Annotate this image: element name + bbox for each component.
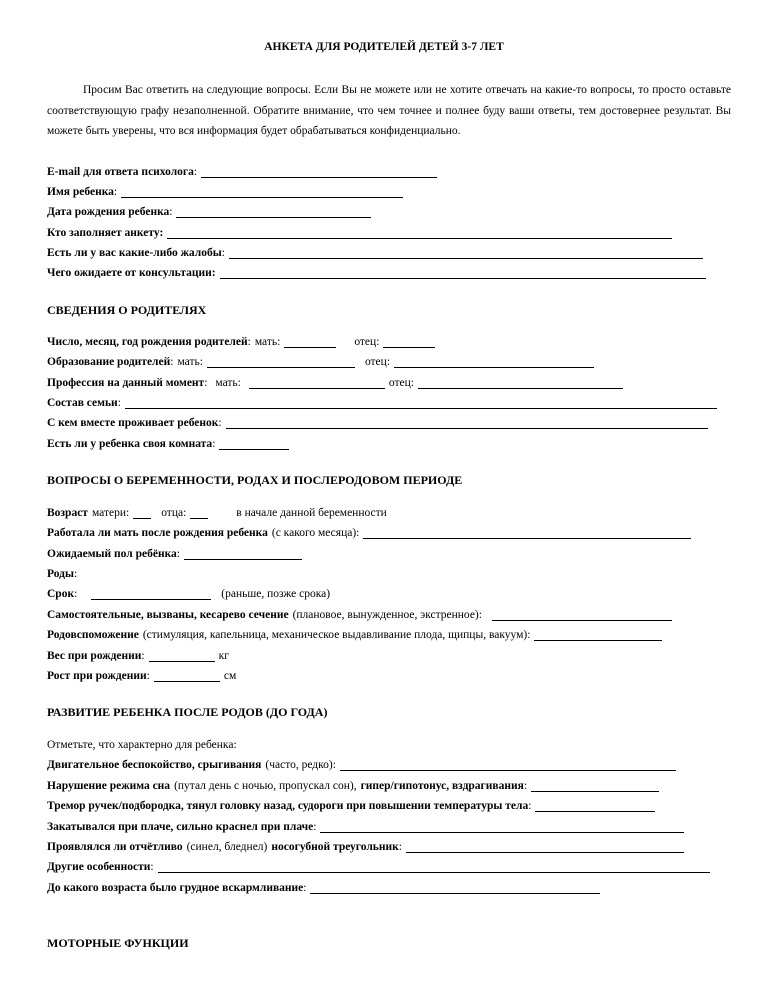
other-field[interactable] bbox=[158, 861, 710, 873]
family-field[interactable] bbox=[125, 397, 717, 409]
complaints-field[interactable] bbox=[229, 247, 703, 259]
restless-note: (часто, редко): bbox=[265, 759, 336, 771]
motor-heading: МОТОРНЫЕ ФУНКЦИИ bbox=[47, 936, 189, 950]
intro-paragraph: Просим Вас ответить на следующие вопросы. Если Вы не можете или не хотите отвечать на какие-то вопросы, то просто оставьте соответствующую графу незаполненной. Обратите внимание, что чем точнее и полнее буду ваши ответы, тем достовернее результат. Вы можете быть уверены, что вся информация будет обрабатываться конфиденциально. bbox=[47, 84, 731, 137]
weight-label: Вес при рождении bbox=[47, 650, 142, 662]
filled-by-field[interactable] bbox=[167, 227, 672, 239]
filled-by-label: Кто заполняет анкету: bbox=[47, 227, 164, 239]
profession-mother-label: мать: bbox=[215, 377, 241, 389]
height-row: Рост при рождении : см bbox=[47, 670, 237, 682]
family-row: Состав семьи : bbox=[47, 397, 717, 409]
age-mother-label: матери: bbox=[91, 507, 130, 519]
term-label: Срок bbox=[47, 588, 75, 600]
email-row: E-mail для ответа психолога : bbox=[47, 166, 437, 178]
crying-label: Закатывался при плаче, сильно краснел при плаче bbox=[47, 821, 314, 833]
profession-father-field[interactable] bbox=[418, 377, 623, 389]
profession-row: Профессия на данный момент : мать: отец: bbox=[47, 377, 623, 389]
expectations-label: Чего ожидаете от консультации: bbox=[47, 267, 216, 279]
email-label: E-mail для ответа психолога bbox=[47, 166, 194, 178]
work-row bbox=[47, 527, 691, 539]
birth-type-label: Самостоятельные, вызваны, кесарево сечение bbox=[47, 609, 289, 621]
birth-label: Роды bbox=[47, 568, 74, 580]
aid-field[interactable] bbox=[534, 629, 662, 641]
birth-type-note: (плановое, вынужденное, экстренное): bbox=[292, 609, 482, 621]
age-father-label: отца: bbox=[161, 507, 187, 519]
lives-with-label: С кем вместе проживает ребенок bbox=[47, 417, 219, 429]
weight-field[interactable] bbox=[149, 650, 215, 662]
birth-row: Роды : bbox=[47, 568, 78, 580]
birth-date-field[interactable] bbox=[176, 206, 371, 218]
breastfeeding-field[interactable] bbox=[310, 882, 600, 894]
parents-birth-row: Число, месяц, год рождения родителей : мать: отец: bbox=[47, 336, 435, 348]
term-note: (раньше, позже срока) bbox=[221, 588, 331, 600]
weight-row: Вес при рождении : кг bbox=[47, 650, 229, 662]
development-heading: РАЗВИТИЕ РЕБЕНКА ПОСЛЕ РОДОВ (ДО ГОДА) bbox=[47, 705, 328, 719]
work-label: Работала ли мать после рождения ребенка bbox=[47, 527, 268, 539]
father-label: отец: bbox=[354, 336, 380, 348]
mother-label: мать: bbox=[254, 336, 281, 348]
age-note: в начале данной беременности bbox=[236, 507, 387, 519]
profession-label: Профессия на данный момент bbox=[47, 377, 205, 389]
height-label: Рост при рождении bbox=[47, 670, 147, 682]
room-row: Есть ли у ребенка своя комната : bbox=[47, 438, 289, 450]
room-field[interactable] bbox=[219, 438, 289, 450]
mark-label: Отметьте, что характерно для ребенка: bbox=[47, 739, 237, 751]
age-row bbox=[47, 507, 387, 519]
showed-label: Проявлялся ли отчётливо bbox=[47, 841, 183, 853]
height-field[interactable] bbox=[154, 670, 220, 682]
birth-type-field[interactable] bbox=[492, 609, 672, 621]
document-title: АНКЕТА ДЛЯ РОДИТЕЛЕЙ ДЕТЕЙ 3-7 ЛЕТ bbox=[264, 41, 504, 53]
tremor-label: Тремор ручек/подбородка, тянул головку назад, судороги при повышении температуры тела bbox=[47, 800, 529, 812]
expectations-field[interactable] bbox=[220, 267, 706, 279]
room-label: Есть ли у ребенка своя комната bbox=[47, 438, 213, 450]
restless-field[interactable] bbox=[340, 759, 676, 771]
email-field[interactable] bbox=[201, 166, 437, 178]
birth-date-row: Дата рождения ребенка : bbox=[47, 206, 371, 218]
child-name-label: Имя ребенка bbox=[47, 186, 114, 198]
sleep-label: Нарушение режима сна bbox=[47, 780, 171, 792]
sleep-row: Нарушение режима сна (путал день с ночью, пропускал сон), гипер/гипотонус, вздрагивания : bbox=[47, 780, 659, 792]
breastfeeding-row: До какого возраста было грудное вскармливание : bbox=[47, 882, 600, 894]
family-label: Состав семьи bbox=[47, 397, 118, 409]
showed-field[interactable] bbox=[406, 841, 684, 853]
tremor-row: Тремор ручек/подбородка, тянул головку назад, судороги при повышении температуры тела : bbox=[47, 800, 655, 812]
child-name-field[interactable] bbox=[121, 186, 403, 198]
sex-field[interactable] bbox=[184, 548, 302, 560]
crying-row: Закатывался при плаче, сильно краснел при плаче : bbox=[47, 821, 684, 833]
term-field[interactable] bbox=[91, 588, 211, 600]
work-note: (с какого месяца): bbox=[271, 527, 360, 539]
complaints-row: Есть ли у вас какие-либо жалобы : bbox=[47, 247, 703, 259]
age-label: Возраст bbox=[47, 507, 88, 519]
education-mother-field[interactable] bbox=[207, 356, 355, 368]
education-row: Образование родителей : мать: отец: bbox=[47, 356, 594, 368]
age-mother-field[interactable] bbox=[133, 507, 151, 519]
other-label: Другие особенности bbox=[47, 861, 151, 873]
other-row: Другие особенности : bbox=[47, 861, 710, 873]
aid-note: (стимуляция, капельница, механическое выдавливание плода, щипцы, вакуум): bbox=[142, 629, 531, 641]
lives-with-field[interactable] bbox=[226, 417, 708, 429]
restless-label: Двигательное беспокойство, срыгивания bbox=[47, 759, 262, 771]
breastfeeding-label: До какого возраста было грудное вскармливание bbox=[47, 882, 304, 894]
age-father-field[interactable] bbox=[190, 507, 208, 519]
education-father-label: отец: bbox=[364, 356, 391, 368]
showed-note: (синел, бледнел) bbox=[186, 841, 268, 853]
sleep-note: (путал день с ночью, пропускал сон), bbox=[174, 780, 357, 792]
sex-row: Ожидаемый пол ребёнка : bbox=[47, 548, 302, 560]
profession-father-label: отец: bbox=[388, 377, 414, 389]
mother-birth-field[interactable] bbox=[284, 336, 336, 348]
father-birth-field[interactable] bbox=[383, 336, 435, 348]
birth-type-row bbox=[47, 609, 672, 621]
pregnancy-heading: ВОПРОСЫ О БЕРЕМЕННОСТИ, РОДАХ И ПОСЛЕРОДОВОМ ПЕРИОДЕ bbox=[47, 473, 463, 487]
tonus-label: гипер/гипотонус, вздрагивания bbox=[360, 780, 524, 792]
education-father-field[interactable] bbox=[394, 356, 594, 368]
birth-date-label: Дата рождения ребенка bbox=[47, 206, 170, 218]
triangle-label: носогубной треугольник bbox=[271, 841, 399, 853]
term-row: Срок : (раньше, позже срока) bbox=[47, 588, 331, 600]
showed-row: Проявлялся ли отчётливо (синел, бледнел) носогубной треугольник : bbox=[47, 841, 684, 853]
filled-by-row bbox=[47, 227, 672, 239]
mark-row bbox=[47, 739, 237, 751]
weight-unit: кг bbox=[218, 650, 229, 662]
height-unit: см bbox=[223, 670, 237, 682]
expectations-row bbox=[47, 267, 706, 279]
parents-heading: СВЕДЕНИЯ О РОДИТЕЛЯХ bbox=[47, 303, 207, 317]
crying-field[interactable] bbox=[320, 821, 684, 833]
parents-birth-label: Число, месяц, год рождения родителей bbox=[47, 336, 248, 348]
complaints-label: Есть ли у вас какие-либо жалобы bbox=[47, 247, 222, 259]
aid-row bbox=[47, 629, 662, 641]
sleep-field[interactable] bbox=[531, 780, 659, 792]
profession-mother-field[interactable] bbox=[249, 377, 385, 389]
restless-row bbox=[47, 759, 676, 771]
sex-label: Ожидаемый пол ребёнка bbox=[47, 548, 177, 560]
education-mother-label: мать: bbox=[177, 356, 203, 368]
education-label: Образование родителей bbox=[47, 356, 171, 368]
work-field[interactable] bbox=[363, 527, 691, 539]
aid-label: Родовспоможение bbox=[47, 629, 139, 641]
lives-with-row: С кем вместе проживает ребенок : bbox=[47, 417, 708, 429]
tremor-field[interactable] bbox=[535, 800, 655, 812]
child-name-row: Имя ребенка : bbox=[47, 186, 403, 198]
